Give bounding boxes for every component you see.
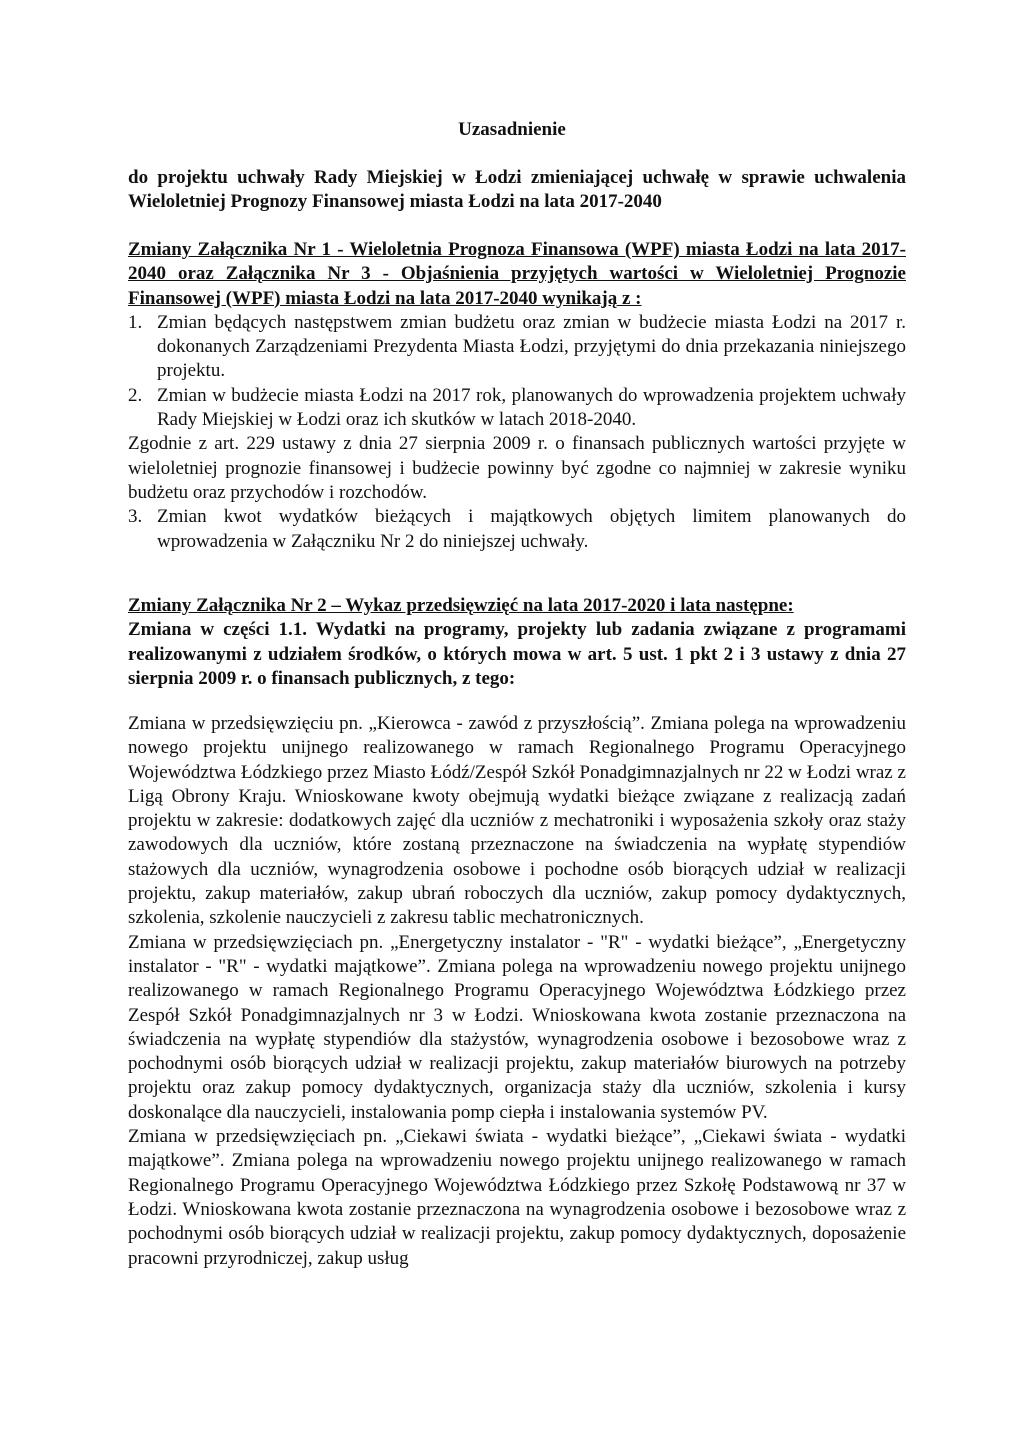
intro-paragraph: do projektu uchwały Rady Miejskiej w Łodzi zmieniającej uchwałę w sprawie uchwalenia Wieloletniej Prognozy Finansowej miasta Łodzi na lata 2017-2040 bbox=[128, 167, 906, 213]
list-item-text: Zmian będących następstwem zmian budżetu oraz zmian w budżecie miasta Łodzi na 2017 r. dokonanych Zarządzeniami Prezydenta Miasta Łodzi, przyjętymi do dnia przekazania niniejszego projektu. bbox=[157, 311, 906, 382]
list-item-number: 2. bbox=[128, 384, 143, 406]
section-1-heading: Zmiany Załącznika Nr 1 - Wieloletnia Prognoza Finansowa (WPF) miasta Łodzi na lata 2017-2040 oraz Załącznika Nr 3 - Objaśnienia przyjętych wartości w Wieloletniej Prognozie Finansowej (WPF) miasta Łodzi na lata 2017-2040 wynikają z : bbox=[128, 239, 906, 309]
document-title: Uzasadnienie bbox=[458, 119, 566, 140]
paragraph-ciekawi-swiata: Zmiana w przedsięwzięciach pn. „Ciekawi świata - wydatki bieżące”, „Ciekawi świata - wydatki majątkowe”. Zmiana polega na wprowadzeniu nowego projektu unijnego realizowanego w ramach Regionalnego Programu Operacyjnego Województwa Łódzkiego przez Szkołę Podstawową nr 37 w Łodzi. Wnioskowana kwota zostanie przeznaczona na wynagrodzenia osobowe i bezosobowe wraz z pochodnymi osób biorących udział w realizacji projektu, zakup pomocy dydaktycznych, doposażenie pracowni przyrodniczej, zakup usług bbox=[128, 1126, 906, 1269]
list-item-2 bbox=[128, 384, 906, 433]
paragraph-kierowca: Zmiana w przedsięwzięciu pn. „Kierowca - zawód z przyszłością”. Zmiana polega na wprowadzeniu nowego projektu unijnego realizowanego w ramach Regionalnego Programu Operacyjnego Województwa Łódzkiego przez Miasto Łódź/Zespół Szkół Ponadgimnazjalnych nr 22 w Łodzi wraz z Ligą Obrony Kraju. Wnioskowane kwoty obejmują wydatki bieżące związane z realizacją zadań projektu w zakresie: dodatkowych zajęć dla uczniów z mechatroniki i wyposażenia szkoły oraz staży zawodowych dla uczniów, które zostaną przeznaczone na świadczenia na wypłatę stypendiów stażowych dla uczniów, wynagrodzenia osobowe i pochodne osób biorących udział w realizacji projektu, zakup materiałów, zakup ubrań roboczych dla uczniów, zakup pomocy dydaktycznych, szkolenia, szkolenie nauczycieli z zakresu tablic mechatronicznych. bbox=[128, 713, 906, 929]
section-1 bbox=[128, 238, 906, 554]
section-2 bbox=[128, 594, 906, 691]
list-item-text: Zmian kwot wydatków bieżących i majątkowych objętych limitem planowanych do wprowadzenia w Załączniku Nr 2 do niniejszej uchwały. bbox=[157, 506, 906, 552]
legal-note: Zgodnie z art. 229 ustawy z dnia 27 sierpnia 2009 r. o finansach publicznych wartości przyjęte w wieloletniej prognozie finansowej i budżecie powinny być zgodne co najmniej w zakresie wyniku budżetu oraz przychodów i rozchodów. bbox=[128, 433, 906, 503]
list-item-number: 3. bbox=[128, 506, 143, 528]
list-item-1 bbox=[128, 311, 906, 384]
section-2-body bbox=[128, 712, 906, 1271]
paragraph-energetyczny-instalator: Zmiana w przedsięwzięciach pn. „Energetyczny instalator - "R" - wydatki bieżące”, „Energetyczny instalator - "R" - wydatki majątkowe”. Zmiana polega na wprowadzeniu nowego projektu unijnego realizowanego w ramach Regionalnego Programu Operacyjnego Województwa Łódzkiego przez Zespół Szkół Ponadgimnazjalnych nr 3 w Łodzi. Wnioskowana kwota zostanie przeznaczona na świadczenia na wypłatę stypendiów dla stażystów, wynagrodzenia osobowe i bezosobowe wraz z pochodnymi osób biorących udział w realizacji projektu, zakup materiałów biurowych na potrzeby projektu oraz zakup pomocy dydaktycznych, organizacja staży dla uczniów, szkolenia i kursy doskonalące dla nauczycieli, instalowania pomp ciepła i instalowania systemów PV. bbox=[128, 931, 906, 1123]
list-item-3 bbox=[128, 505, 906, 554]
list-item-number: 1. bbox=[128, 311, 143, 333]
section-2-heading: Zmiany Załącznika Nr 2 – Wykaz przedsięwzięć na lata 2017-2020 i lata następne: bbox=[128, 595, 794, 616]
section-2-subheading: Zmiana w części 1.1. Wydatki na programy, projekty lub zadania związane z programami realizowanymi z udziałem środków, o których mowa w art. 5 ust. 1 pkt 2 i 3 ustawy z dnia 27 sierpnia 2009 r. o finansach publicznych, z tego: bbox=[128, 619, 906, 689]
list-item-text: Zmian w budżecie miasta Łodzi na 2017 rok, planowanych do wprowadzenia projektem uchwały Rady Miejskiej w Łodzi oraz ich skutków w latach 2018-2040. bbox=[157, 384, 906, 431]
